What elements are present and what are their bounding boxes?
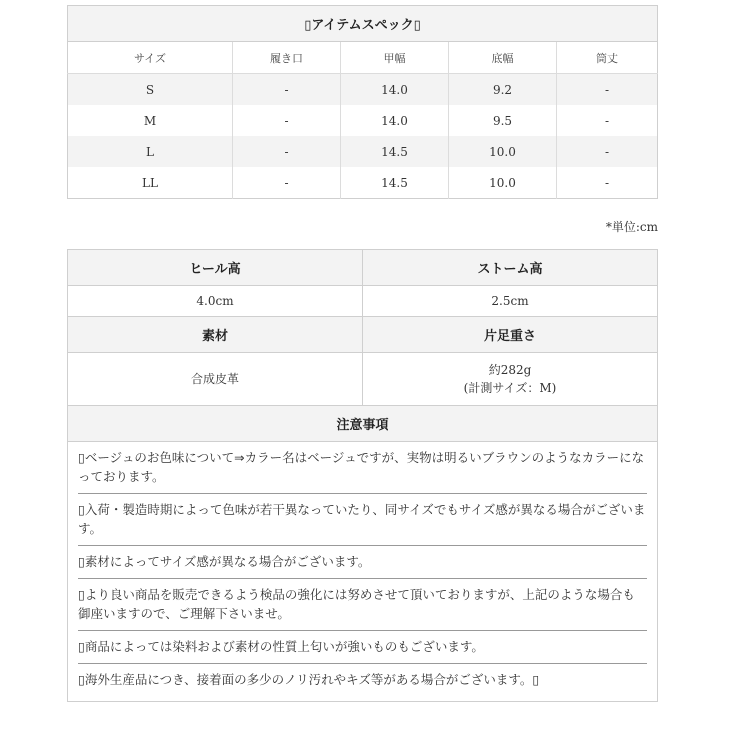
shaft-cell: - — [557, 74, 658, 106]
instep-cell: 14.5 — [341, 167, 449, 199]
sole-cell: 10.0 — [449, 136, 557, 167]
header-size: サイズ — [68, 42, 233, 74]
spec-header-row — [68, 42, 658, 74]
note-item: ▯海外生産品につき、接着面の多少のノリ汚れやキズ等がある場合がございます。▯ — [78, 672, 540, 687]
opening-cell: - — [233, 167, 341, 199]
item-spec-table — [67, 5, 658, 199]
note-item: ▯ベージュのお色味について⇒カラー名はベージュですが、実物は明るいブラウンのようなカラーになっております。 — [78, 442, 647, 494]
weight-amount: 約282g — [488, 363, 532, 377]
note-item: ▯入荷・製造時期によって色味が若干異なっていたり、同サイズでもサイズ感が異なる場合がございます。 — [78, 494, 647, 546]
heel-height-label: ヒール高 — [68, 250, 363, 286]
opening-cell: - — [233, 136, 341, 167]
unit-note: *単位:cm — [605, 220, 658, 234]
opening-cell: - — [233, 74, 341, 106]
material-value: 合成皮革 — [68, 353, 363, 406]
note-item: ▯商品によっては染料および素材の性質上匂いが強いものもございます。 — [78, 631, 647, 664]
sole-cell: 10.0 — [449, 167, 557, 199]
header-sole-width: 底幅 — [449, 42, 557, 74]
table-row — [68, 136, 658, 167]
table-row — [68, 167, 658, 199]
header-opening: 履き口 — [233, 42, 341, 74]
sole-cell: 9.5 — [449, 105, 557, 136]
note-item: ▯より良い商品を販売できるよう検品の強化には努めさせて頂いておりますが、上記のような場合も御座いますので、ご理解下さいませ。 — [78, 579, 647, 631]
storm-height-label: ストーム高 — [363, 250, 658, 286]
header-instep-width: 甲幅 — [341, 42, 449, 74]
weight-measured-size: (計測サイズ：M) — [463, 381, 557, 395]
shaft-cell: - — [557, 136, 658, 167]
material-label: 素材 — [68, 317, 363, 353]
storm-height-value: 2.5cm — [363, 286, 658, 317]
instep-cell: 14.0 — [341, 105, 449, 136]
size-cell: LL — [68, 167, 233, 199]
table-row — [68, 105, 658, 136]
notes-list — [68, 442, 658, 702]
opening-cell: - — [233, 105, 341, 136]
size-cell: S — [68, 74, 233, 106]
spec-title: ▯アイテムスペック▯ — [68, 6, 658, 42]
heel-height-value: 4.0cm — [68, 286, 363, 317]
instep-cell: 14.5 — [341, 136, 449, 167]
header-shaft-height: 筒丈 — [557, 42, 658, 74]
instep-cell: 14.0 — [341, 74, 449, 106]
size-cell: M — [68, 105, 233, 136]
sole-cell: 9.2 — [449, 74, 557, 106]
shaft-cell: - — [604, 175, 610, 190]
table-row — [68, 74, 658, 106]
weight-value — [363, 353, 658, 406]
size-cell: L — [68, 136, 233, 167]
product-detail-table — [67, 249, 658, 702]
weight-label: 片足重さ — [363, 317, 658, 353]
shaft-cell: - — [604, 113, 610, 128]
notes-title: 注意事項 — [68, 406, 658, 442]
note-item: ▯素材によってサイズ感が異なる場合がございます。 — [78, 546, 647, 579]
